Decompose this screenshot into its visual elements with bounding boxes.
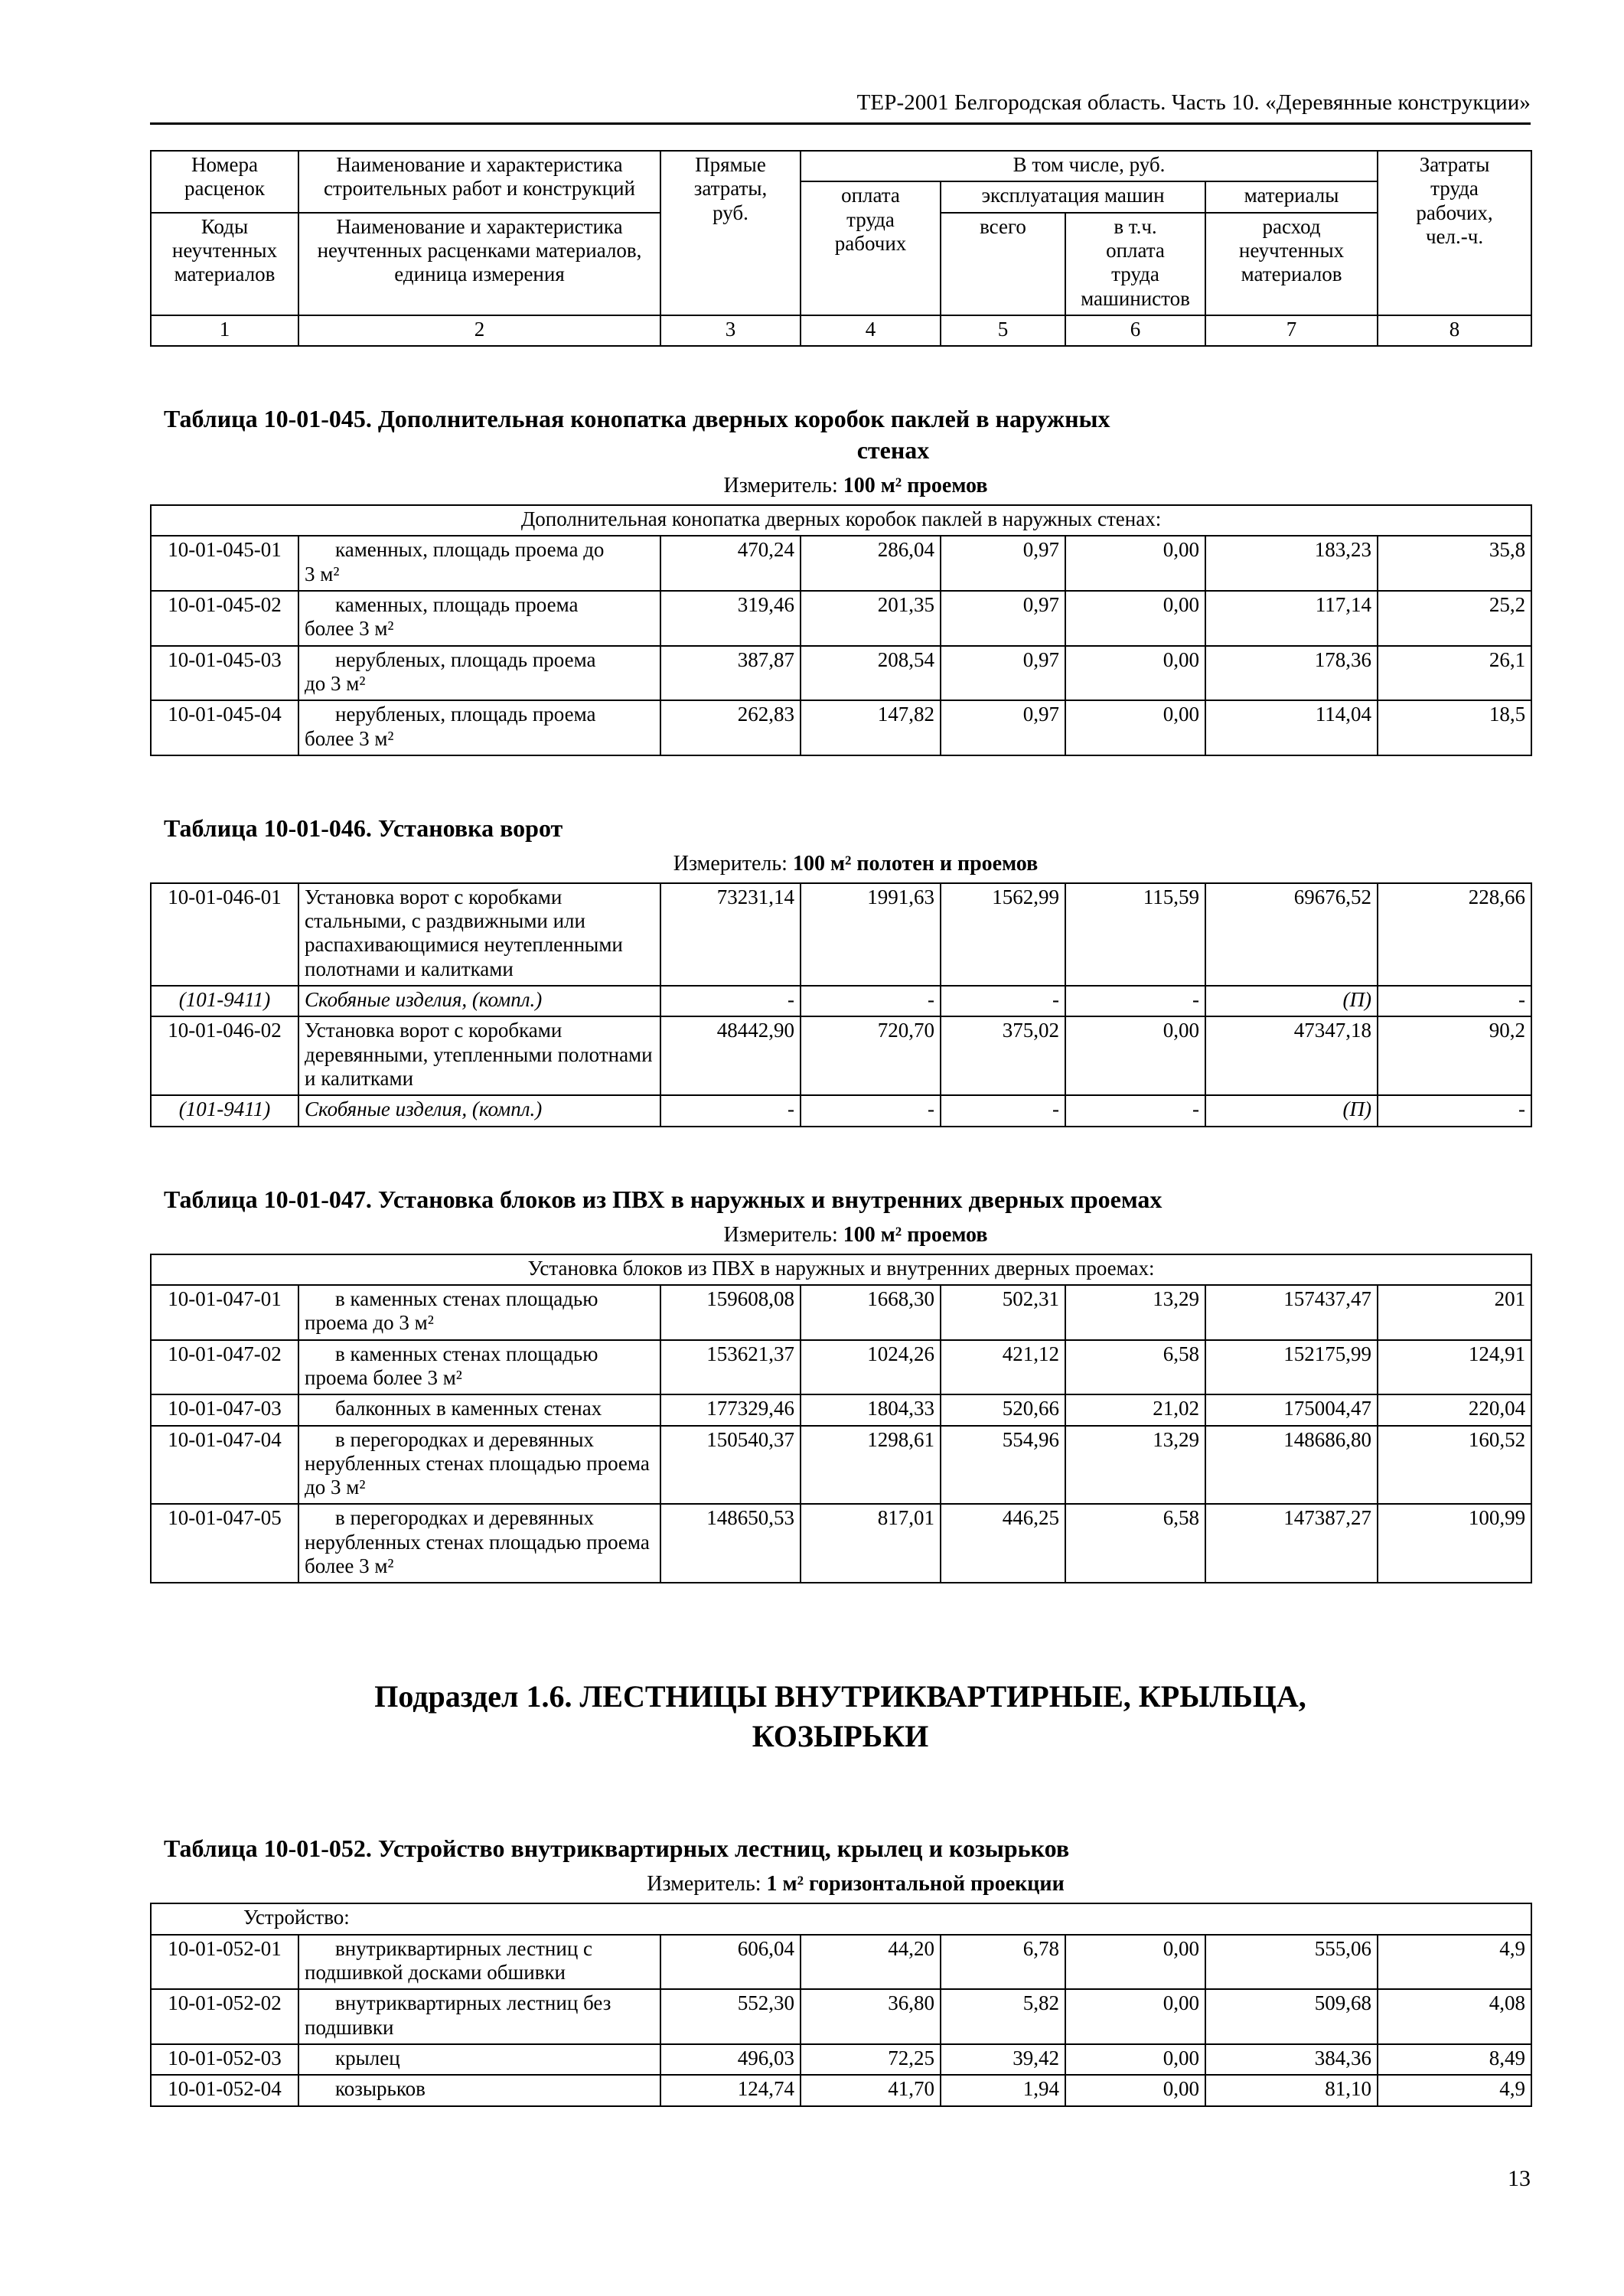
header-row-numbers <box>151 315 1531 346</box>
row-direct-costs: 148650,53 <box>660 1504 801 1583</box>
row-description <box>298 2075 660 2105</box>
row-description-line1: внутриквартирных лестниц с <box>335 1936 592 1960</box>
row-labor-hours: 228,66 <box>1378 883 1531 986</box>
table-047-caption-number: Таблица 10-01-047. <box>164 1185 372 1213</box>
header-cell-codes-bottom <box>151 213 298 315</box>
table-row <box>151 536 1531 591</box>
measurer-label: Измеритель: <box>723 1222 838 1247</box>
row-direct-costs: 496,03 <box>660 2044 801 2075</box>
row-labor-hours: 201 <box>1378 1285 1531 1340</box>
header-text: Наименование и характеристика <box>336 153 623 176</box>
row-description <box>298 700 660 755</box>
row-machinist-pay: 13,29 <box>1065 1285 1205 1340</box>
row-machinist-pay: 115,59 <box>1065 883 1205 986</box>
spacer <box>150 347 1531 403</box>
row-direct-costs: 153621,37 <box>660 1340 801 1395</box>
table-052-caption-title: Устройство внутриквартирных лестниц, крылец и козырьков <box>377 1835 1070 1863</box>
subsection-line1: Подраздел 1.6. ЛЕСТНИЦЫ ВНУТРИКВАРТИРНЫЕ, КРЫЛЬЦА, <box>374 1679 1306 1714</box>
header-text: Прямые <box>695 153 766 176</box>
measurer-value: 100 м² проемов <box>843 1222 988 1247</box>
row-code: 10-01-052-04 <box>151 2075 298 2105</box>
row-description <box>298 1935 660 1990</box>
header-text: неучтенных <box>171 238 278 262</box>
row-machines-total: 520,66 <box>941 1394 1065 1425</box>
subrow-machinist-pay: - <box>1065 1095 1205 1126</box>
row-labor-hours: 124,91 <box>1378 1340 1531 1395</box>
subrow-worker-pay: - <box>801 1095 941 1126</box>
header-text: Коды <box>201 214 249 238</box>
row-description-line1: козырьков <box>335 2077 426 2101</box>
subrow-machines-total: - <box>941 986 1065 1016</box>
row-machinist-pay: 0,00 <box>1065 536 1205 591</box>
table-row <box>151 1340 1531 1395</box>
table-046-measurer <box>150 852 1531 876</box>
row-labor-hours: 25,2 <box>1378 591 1531 646</box>
row-description-line1: в перегородках и деревянных <box>335 1427 594 1451</box>
row-code: 10-01-047-03 <box>151 1394 298 1425</box>
row-description-line1: внутриквартирных лестниц без <box>335 1991 611 2015</box>
measurer-value: 100 м² проемов <box>843 474 988 498</box>
running-header: ТЕР-2001 Белгородская область. Часть 10. «Деревянные конструкции» <box>856 90 1531 115</box>
header-text: затраты, <box>693 177 768 201</box>
measurer-label: Измеритель: <box>647 1872 761 1896</box>
table-052-caption-number: Таблица 10-01-052. <box>164 1835 372 1863</box>
row-materials: 147387,27 <box>1205 1504 1378 1583</box>
header-text: расценок <box>184 177 265 201</box>
row-worker-pay: 1991,63 <box>801 883 941 986</box>
row-code: 10-01-047-05 <box>151 1504 298 1583</box>
row-code: 10-01-045-01 <box>151 536 298 591</box>
subrow-worker-pay: - <box>801 986 941 1016</box>
column-number: 5 <box>941 315 1065 346</box>
table-047-group-row <box>151 1254 1531 1285</box>
spacer <box>150 1127 1531 1184</box>
subrow-labor-hours: - <box>1378 1095 1531 1126</box>
row-labor-hours: 160,52 <box>1378 1426 1531 1505</box>
row-code: 10-01-046-02 <box>151 1016 298 1095</box>
header-text: неучтенных <box>1238 238 1345 262</box>
header-cell-codes-top <box>151 151 298 213</box>
column-number: 3 <box>660 315 801 346</box>
row-direct-costs: 262,83 <box>660 700 801 755</box>
row-materials: 148686,80 <box>1205 1426 1378 1505</box>
row-worker-pay: 41,70 <box>801 2075 941 2105</box>
table-row <box>151 1989 1531 2044</box>
row-machines-total: 375,02 <box>941 1016 1065 1095</box>
table-row <box>151 1394 1531 1425</box>
row-materials: 384,36 <box>1205 2044 1378 2075</box>
table-047-measurer <box>150 1223 1531 1247</box>
column-number: 7 <box>1205 315 1378 346</box>
subrow-materials: (П) <box>1205 986 1378 1016</box>
header-text: Номера <box>191 153 259 176</box>
row-worker-pay: 147,82 <box>801 700 941 755</box>
column-number: 8 <box>1378 315 1531 346</box>
table-052-group-row <box>151 1903 1531 1934</box>
row-machines-total: 554,96 <box>941 1426 1065 1505</box>
row-machines-total: 0,97 <box>941 700 1065 755</box>
row-direct-costs: 73231,14 <box>660 883 801 986</box>
table-row <box>151 1016 1531 1095</box>
row-machines-total: 5,82 <box>941 1989 1065 2044</box>
row-description-line1: нерубленых, площадь проема <box>335 703 596 726</box>
spacer <box>150 1640 1531 1677</box>
row-labor-hours: 8,49 <box>1378 2044 1531 2075</box>
row-machines-total: 6,78 <box>941 1935 1065 1990</box>
table-046-caption-number: Таблица 10-01-046. <box>164 814 372 842</box>
row-machinist-pay: 0,00 <box>1065 1935 1205 1990</box>
table-045-caption-title-cont: стенах <box>856 436 930 465</box>
subsection-line2: КОЗЫРЬКИ <box>752 1719 929 1754</box>
header-divider <box>150 122 1531 125</box>
row-description <box>298 1504 660 1583</box>
row-labor-hours: 4,08 <box>1378 1989 1531 2044</box>
row-materials: 555,06 <box>1205 1935 1378 1990</box>
row-materials: 509,68 <box>1205 1989 1378 2044</box>
row-machinist-pay: 0,00 <box>1065 646 1205 701</box>
column-number: 1 <box>151 315 298 346</box>
row-description-line1: крылец <box>335 2046 400 2069</box>
table-row <box>151 1285 1531 1340</box>
row-description-line2: нерубленных стенах площадью проема более 3 м² <box>305 1530 650 1578</box>
header-cell-machines-total: всего <box>941 213 1065 315</box>
row-description: Установка ворот с коробками стальными, с раздвижными или распахивающимися неутепленными полотнами и калитками <box>298 883 660 986</box>
page-number: 13 <box>1508 2166 1531 2191</box>
row-worker-pay: 1298,61 <box>801 1426 941 1505</box>
subrow-material-description: Скобяные изделия, (компл.) <box>298 986 660 1016</box>
row-materials: 178,36 <box>1205 646 1378 701</box>
document-content <box>150 150 1531 2107</box>
row-worker-pay: 44,20 <box>801 1935 941 1990</box>
row-description-line2: нерубленных стенах площадью проема до 3 м² <box>305 1451 650 1499</box>
table-subrow <box>151 986 1531 1016</box>
subrow-machines-total: - <box>941 1095 1065 1126</box>
header-text: строительных работ и конструкций <box>323 177 635 201</box>
group-title: Устройство: <box>151 1903 1531 1934</box>
row-materials: 175004,47 <box>1205 1394 1378 1425</box>
measurer-label: Измеритель: <box>723 474 838 498</box>
header-text: в т.ч. <box>1114 214 1157 238</box>
row-materials: 47347,18 <box>1205 1016 1378 1095</box>
row-description: Установка ворот с коробками деревянными, утепленными полотнами и калитками <box>298 1016 660 1095</box>
row-machines-total: 0,97 <box>941 646 1065 701</box>
subrow-labor-hours: - <box>1378 986 1531 1016</box>
table-045-measurer <box>150 474 1531 498</box>
subrow-direct-costs: - <box>660 1095 801 1126</box>
table-047 <box>150 1254 1532 1584</box>
row-machines-total: 0,97 <box>941 536 1065 591</box>
spacer <box>150 1756 1531 1813</box>
row-code: 10-01-052-01 <box>151 1935 298 1990</box>
row-description-line2: проема до 3 м² <box>305 1311 434 1335</box>
row-worker-pay: 1024,26 <box>801 1340 941 1395</box>
table-046-caption <box>150 813 1531 844</box>
row-code: 10-01-052-03 <box>151 2044 298 2075</box>
header-cell-including-group: В том числе, руб. <box>801 151 1378 181</box>
table-column-header <box>150 150 1532 347</box>
table-row <box>151 2075 1531 2105</box>
header-cell-worker-pay <box>801 181 941 315</box>
row-description <box>298 1285 660 1340</box>
row-code: 10-01-052-02 <box>151 1989 298 2044</box>
table-045-group-row <box>151 505 1531 536</box>
header-text: машинистов <box>1081 286 1190 310</box>
spacer <box>150 1813 1531 1833</box>
row-materials: 117,14 <box>1205 591 1378 646</box>
row-code: 10-01-047-04 <box>151 1426 298 1505</box>
header-row-1 <box>151 151 1531 181</box>
header-text: единица измерения <box>394 263 565 286</box>
header-cell-name-bottom <box>298 213 660 315</box>
row-description <box>298 2044 660 2075</box>
header-text: руб. <box>713 201 748 224</box>
row-materials: 69676,52 <box>1205 883 1378 986</box>
row-description-line1: нерубленых, площадь проема <box>335 647 596 671</box>
table-047-caption-title: Установка блоков из ПВХ в наружных и внутренних дверных проемах <box>377 1185 1163 1213</box>
subrow-material-code: (101-9411) <box>151 986 298 1016</box>
row-description-line1: балконных в каменных стенах <box>335 1397 602 1420</box>
row-description-line1: в каменных стенах площадью <box>335 1287 598 1310</box>
row-materials: 81,10 <box>1205 2075 1378 2105</box>
row-machinist-pay: 13,29 <box>1065 1426 1205 1505</box>
row-worker-pay: 720,70 <box>801 1016 941 1095</box>
row-description <box>298 1426 660 1505</box>
row-description <box>298 591 660 646</box>
row-machinist-pay: 6,58 <box>1065 1504 1205 1583</box>
row-direct-costs: 159608,08 <box>660 1285 801 1340</box>
subsection-heading <box>150 1677 1531 1756</box>
header-text: оплата <box>1106 238 1165 262</box>
row-description <box>298 1989 660 2044</box>
row-materials: 157437,47 <box>1205 1285 1378 1340</box>
row-machines-total: 502,31 <box>941 1285 1065 1340</box>
row-machines-total: 1562,99 <box>941 883 1065 986</box>
header-cell-materials-detail <box>1205 213 1378 315</box>
row-labor-hours: 90,2 <box>1378 1016 1531 1095</box>
row-description-line1: каменных, площадь проема <box>335 593 579 617</box>
header-cell-machines-group: эксплуатация машин <box>941 181 1205 212</box>
row-labor-hours: 35,8 <box>1378 536 1531 591</box>
row-machines-total: 421,12 <box>941 1340 1065 1395</box>
table-subrow <box>151 1095 1531 1126</box>
row-materials: 114,04 <box>1205 700 1378 755</box>
row-labor-hours: 4,9 <box>1378 2075 1531 2105</box>
measurer-label: Измеритель: <box>673 851 788 876</box>
row-description-line1: в каменных стенах площадью <box>335 1342 598 1365</box>
row-machinist-pay: 0,00 <box>1065 700 1205 755</box>
row-machinist-pay: 0,00 <box>1065 1989 1205 2044</box>
row-worker-pay: 208,54 <box>801 646 941 701</box>
row-machinist-pay: 0,00 <box>1065 2044 1205 2075</box>
row-machinist-pay: 0,00 <box>1065 591 1205 646</box>
header-text: Затраты <box>1419 153 1490 176</box>
row-machines-total: 1,94 <box>941 2075 1065 2105</box>
table-045-caption-number: Таблица 10-01-045. <box>164 405 372 433</box>
row-machines-total: 0,97 <box>941 591 1065 646</box>
row-description-line2: более 3 м² <box>305 726 394 750</box>
measurer-value: 1 м² горизонтальной проекции <box>766 1872 1065 1896</box>
row-direct-costs: 177329,46 <box>660 1394 801 1425</box>
row-labor-hours: 100,99 <box>1378 1504 1531 1583</box>
row-worker-pay: 36,80 <box>801 1989 941 2044</box>
header-text: Наименование и характеристика <box>336 214 623 238</box>
header-text: расход <box>1262 214 1321 238</box>
header-text: материалов <box>1241 263 1342 286</box>
row-labor-hours: 220,04 <box>1378 1394 1531 1425</box>
row-description-line2: до 3 м² <box>305 671 366 695</box>
table-row <box>151 2044 1531 2075</box>
row-worker-pay: 1668,30 <box>801 1285 941 1340</box>
table-047-caption <box>150 1184 1531 1215</box>
row-description-line2: подшивки <box>305 2015 394 2039</box>
table-row <box>151 1504 1531 1583</box>
table-045-caption-title: Дополнительная конопатка дверных коробок паклей в наружных <box>377 405 1110 433</box>
row-labor-hours: 4,9 <box>1378 1935 1531 1990</box>
table-045 <box>150 504 1532 756</box>
row-code: 10-01-045-04 <box>151 700 298 755</box>
group-title: Дополнительная конопатка дверных коробок паклей в наружных стенах: <box>151 505 1531 536</box>
measurer-value: 100 м² полотен и проемов <box>792 851 1039 876</box>
row-description-line1: каменных, площадь проема до <box>335 538 605 562</box>
row-materials: 183,23 <box>1205 536 1378 591</box>
row-labor-hours: 26,1 <box>1378 646 1531 701</box>
header-cell-machinist-pay <box>1065 213 1205 315</box>
row-code: 10-01-045-03 <box>151 646 298 701</box>
row-description-line2: более 3 м² <box>305 617 394 641</box>
row-machines-total: 39,42 <box>941 2044 1065 2075</box>
row-description-line2: проема более 3 м² <box>305 1365 462 1389</box>
row-worker-pay: 72,25 <box>801 2044 941 2075</box>
header-text: труда <box>1430 177 1479 201</box>
row-code: 10-01-047-01 <box>151 1285 298 1340</box>
row-direct-costs: 387,87 <box>660 646 801 701</box>
table-row <box>151 591 1531 646</box>
header-text: чел.-ч. <box>1425 224 1484 248</box>
row-description <box>298 1340 660 1395</box>
row-direct-costs: 552,30 <box>660 1989 801 2044</box>
subrow-direct-costs: - <box>660 986 801 1016</box>
table-row <box>151 700 1531 755</box>
row-machinist-pay: 0,00 <box>1065 2075 1205 2105</box>
column-number: 6 <box>1065 315 1205 346</box>
row-direct-costs: 319,46 <box>660 591 801 646</box>
header-text: рабочих, <box>1416 201 1493 224</box>
row-worker-pay: 1804,33 <box>801 1394 941 1425</box>
table-row <box>151 1426 1531 1505</box>
spacer <box>150 756 1531 813</box>
column-number: 4 <box>801 315 941 346</box>
table-row <box>151 883 1531 986</box>
row-materials: 152175,99 <box>1205 1340 1378 1395</box>
row-description <box>298 1394 660 1425</box>
row-description-line2: подшивкой досками обшивки <box>305 1960 566 1984</box>
table-045-caption <box>150 403 1531 466</box>
column-number: 2 <box>298 315 660 346</box>
table-row <box>151 1935 1531 1990</box>
table-052-measurer <box>150 1872 1531 1896</box>
row-worker-pay: 201,35 <box>801 591 941 646</box>
row-code: 10-01-046-01 <box>151 883 298 986</box>
header-text: рабочих <box>834 231 907 255</box>
table-052 <box>150 1903 1532 2106</box>
header-text: материалов <box>174 263 276 286</box>
row-worker-pay: 286,04 <box>801 536 941 591</box>
header-text: труда <box>846 207 895 231</box>
row-direct-costs: 124,74 <box>660 2075 801 2105</box>
row-description <box>298 536 660 591</box>
row-machinist-pay: 21,02 <box>1065 1394 1205 1425</box>
row-direct-costs: 48442,90 <box>660 1016 801 1095</box>
header-text: неучтенных расценками материалов, <box>317 238 642 262</box>
spacer <box>150 1583 1531 1640</box>
group-title: Установка блоков из ПВХ в наружных и внутренних дверных проемах: <box>151 1254 1531 1285</box>
header-cell-materials-group: материалы <box>1205 181 1378 212</box>
row-machines-total: 446,25 <box>941 1504 1065 1583</box>
row-code: 10-01-047-02 <box>151 1340 298 1395</box>
row-machinist-pay: 0,00 <box>1065 1016 1205 1095</box>
row-direct-costs: 606,04 <box>660 1935 801 1990</box>
header-text: оплата <box>841 184 900 207</box>
row-description-line1: в перегородках и деревянных <box>335 1506 594 1530</box>
subrow-machinist-pay: - <box>1065 986 1205 1016</box>
row-description-line2: 3 м² <box>305 562 340 585</box>
row-direct-costs: 150540,37 <box>660 1426 801 1505</box>
header-cell-direct-costs <box>660 151 801 315</box>
row-direct-costs: 470,24 <box>660 536 801 591</box>
row-labor-hours: 18,5 <box>1378 700 1531 755</box>
row-description <box>298 646 660 701</box>
header-cell-name-top <box>298 151 660 213</box>
subrow-material-code: (101-9411) <box>151 1095 298 1126</box>
row-worker-pay: 817,01 <box>801 1504 941 1583</box>
header-text: труда <box>1111 263 1159 286</box>
table-row <box>151 646 1531 701</box>
table-046 <box>150 882 1532 1127</box>
subrow-material-description: Скобяные изделия, (компл.) <box>298 1095 660 1126</box>
subrow-materials: (П) <box>1205 1095 1378 1126</box>
table-052-caption <box>150 1833 1531 1864</box>
table-046-caption-title: Установка ворот <box>377 814 563 842</box>
row-machinist-pay: 6,58 <box>1065 1340 1205 1395</box>
row-code: 10-01-045-02 <box>151 591 298 646</box>
header-cell-labor-hours <box>1378 151 1531 315</box>
